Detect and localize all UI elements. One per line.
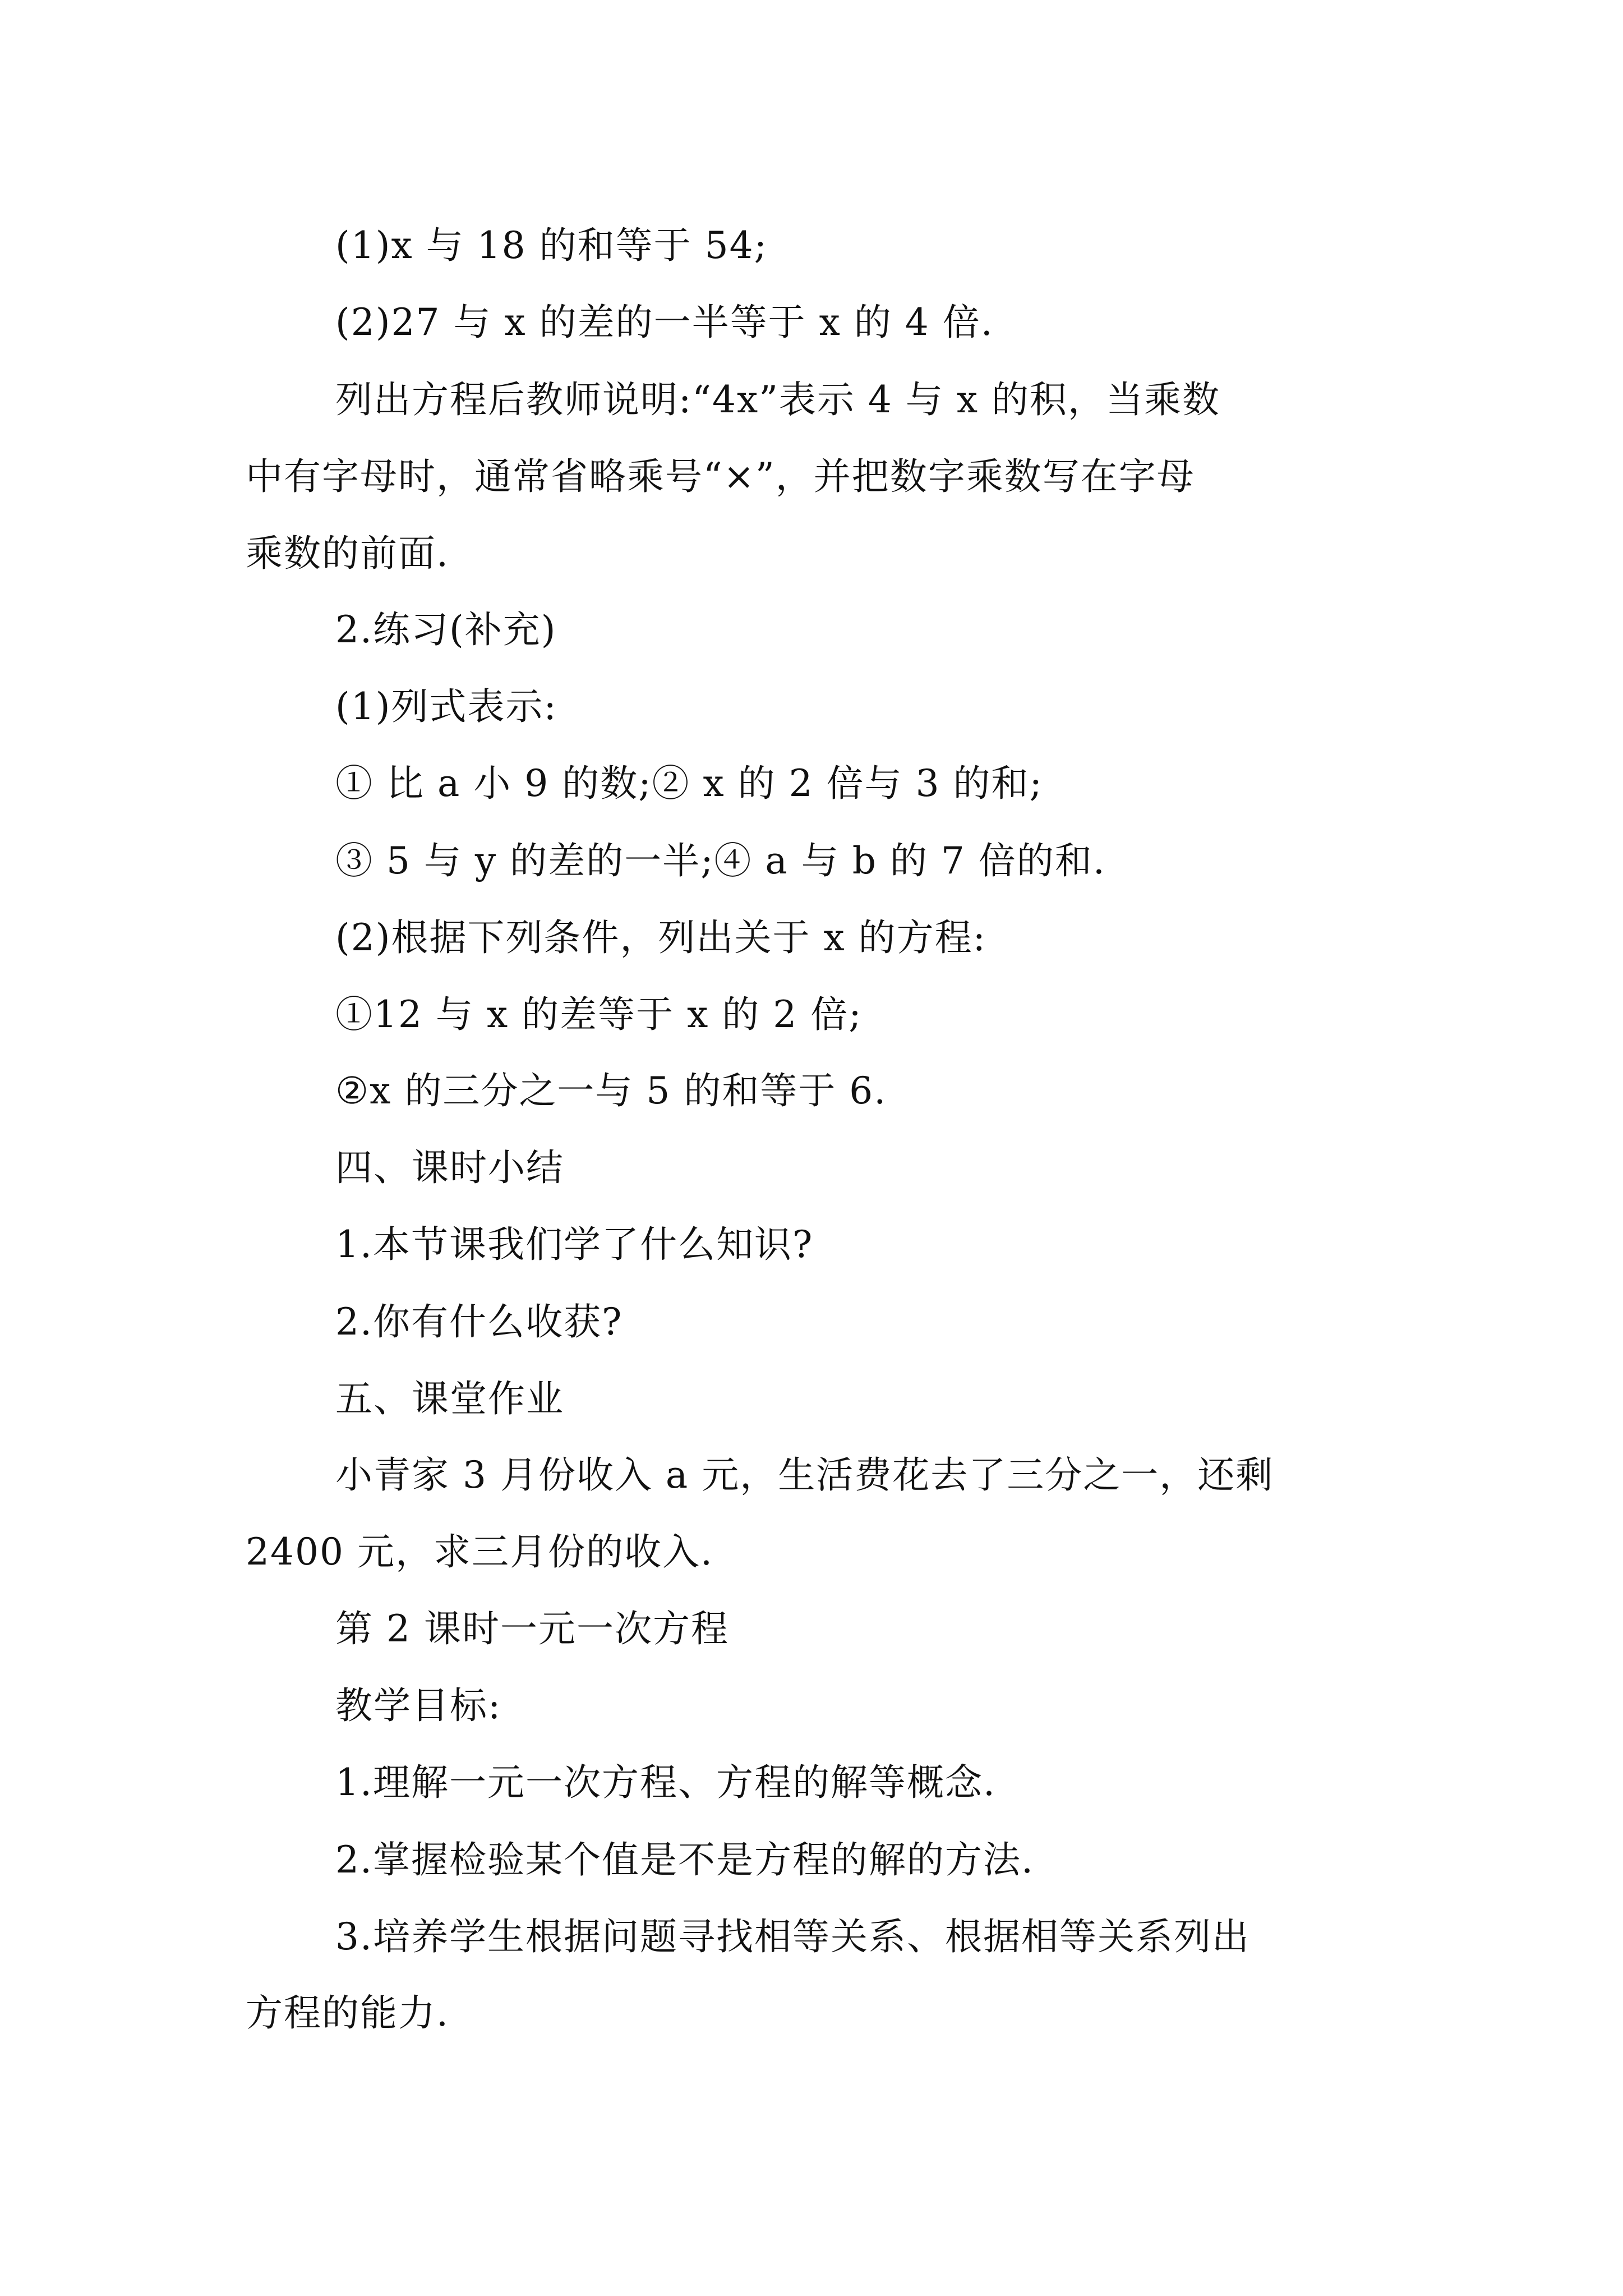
text-line: (1)x 与 18 的和等于 54; [335,224,768,267]
text-line: ③ 5 与 y 的差的一半;④ a 与 b 的 7 倍的和. [335,839,1106,882]
text-line: 教学目标: [335,1684,502,1727]
text-line: 中有字母时，通常省略乘号“×”，并把数字乘数写在字母 [246,455,1195,498]
text-line: ①12 与 x 的差等于 x 的 2 倍; [335,993,863,1036]
text-line: ②x 的三分之一与 5 的和等于 6. [335,1069,887,1112]
text-line: (2)27 与 x 的差的一半等于 x 的 4 倍. [335,301,994,344]
text-line: 2.练习(补充) [335,608,557,651]
text-line: 2.你有什么收获? [335,1300,623,1343]
text-line: 1.理解一元一次方程、方程的解等概念. [335,1761,996,1804]
text-line: (2)根据下列条件，列出关于 x 的方程: [335,916,986,959]
text-line: 3.培养学生根据问题寻找相等关系、根据相等关系列出 [335,1915,1250,1958]
text-line: 方程的能力. [246,1991,449,2035]
text-line: (1)列式表示: [335,685,557,728]
text-line: 小青家 3 月份收入 a 元，生活费花去了三分之一，还剩 [335,1453,1274,1497]
text-line: 乘数的前面. [246,532,449,575]
text-line: 列出方程后教师说明:“4x”表示 4 与 x 的积，当乘数 [335,378,1221,421]
text-line: 2400 元，求三月份的收入. [246,1530,713,1573]
section-heading: 五、课堂作业 [335,1377,564,1420]
section-heading: 四、课时小结 [335,1146,564,1189]
text-line: 1.本节课我们学了什么知识? [335,1223,814,1266]
text-line: 2.掌握检验某个值是不是方程的解的方法. [335,1838,1034,1881]
text-line: ① 比 a 小 9 的数;② x 的 2 倍与 3 的和; [335,762,1043,805]
section-heading: 第 2 课时一元一次方程 [335,1607,729,1650]
